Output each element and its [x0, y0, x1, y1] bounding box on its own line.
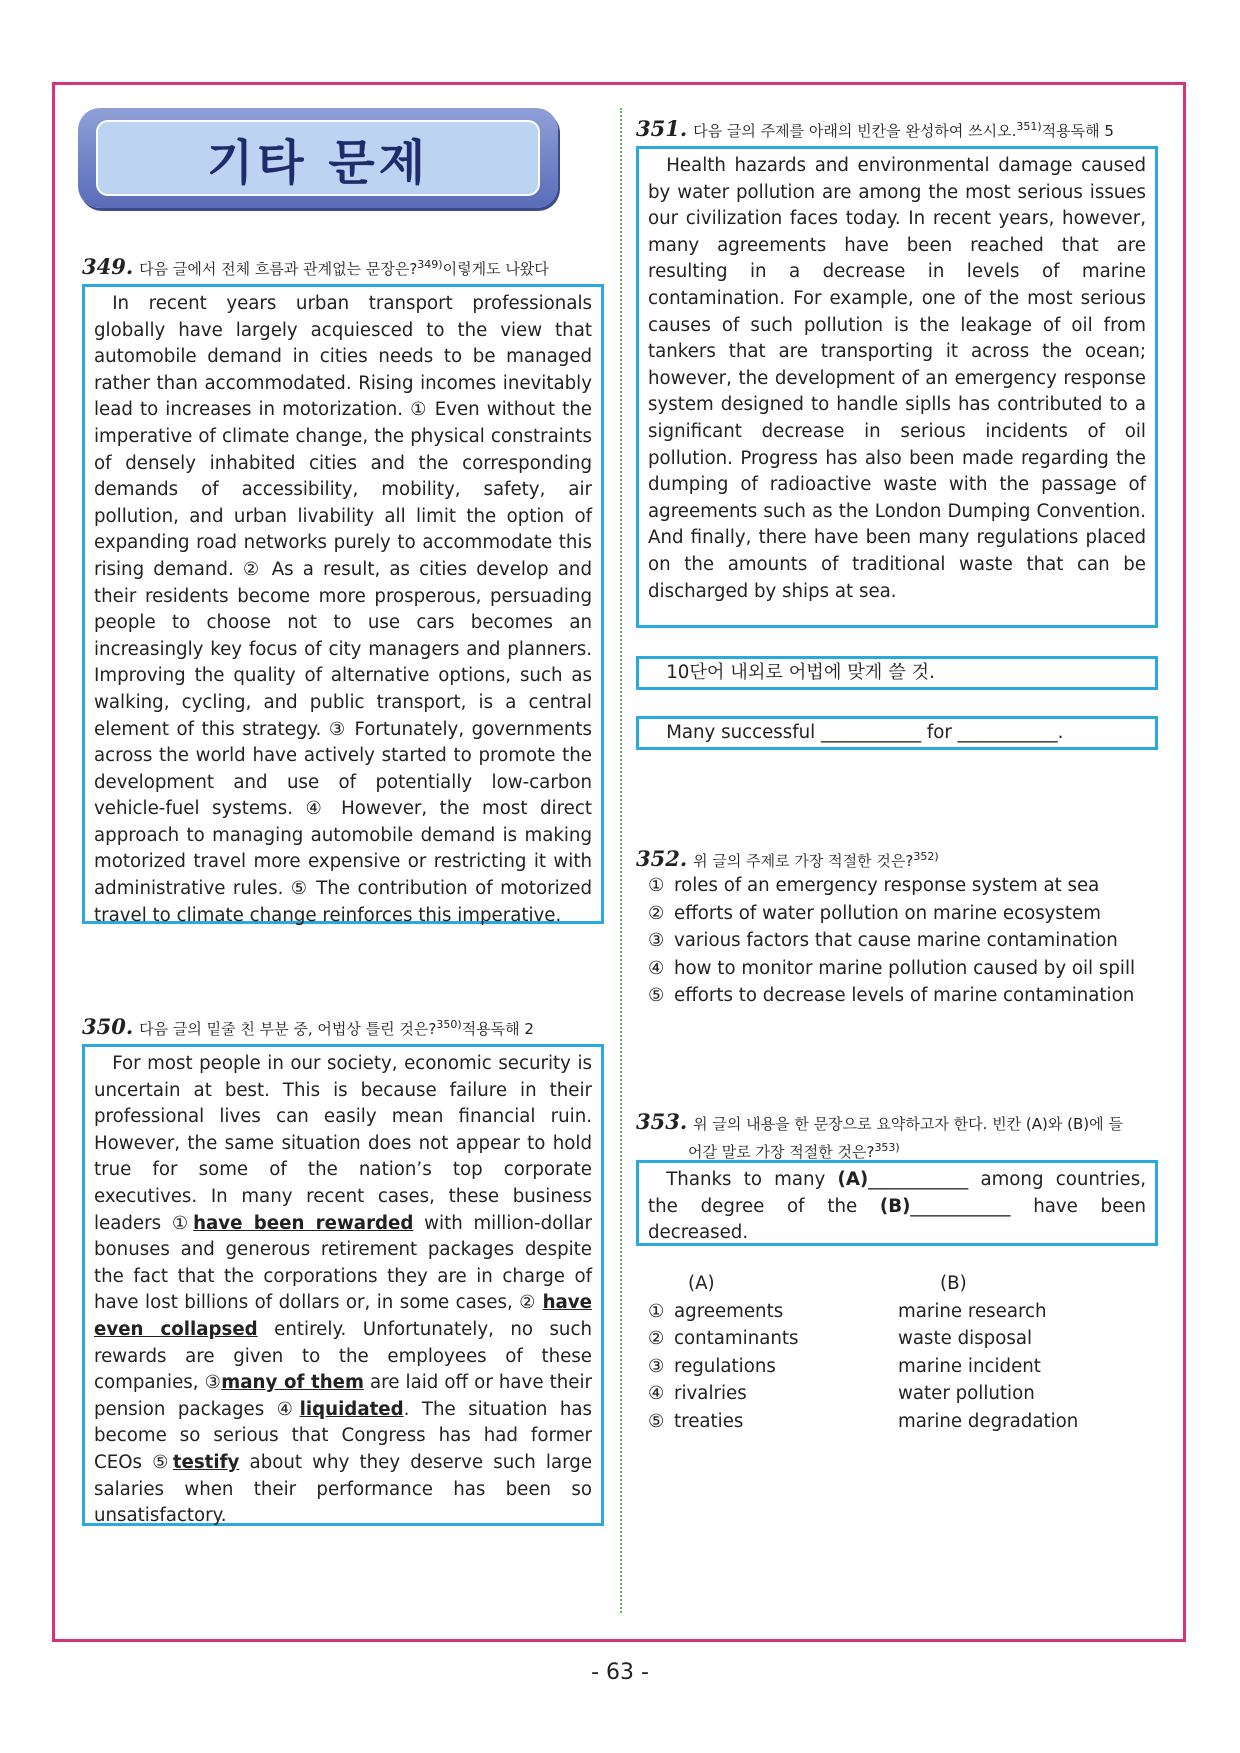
summary-text-2: among countries, the degree of the — [648, 1169, 1146, 1217]
option-b: marine incident — [898, 1355, 1041, 1377]
q351-passage: Health hazards and environmental damage caused by water pollution are among the most serious issues our civilization faces today. In recent years, however, many agreements have been reached that are resulting in a decrease in levels of marine contamination. For example, one of the most serious causes of such pollution is the leakage of oil from tankers that are transporting it across the ocean; however, the development of an emergency response system designed to handle siplls has contributed to a significant decrease in serious incidents of oil pollution. Progress has also been made regarding the dumping of radioactive waste with the passage of agreements such as the London Dumping Convention. And finally, there have been many regulations placed on the amounts of traditional waste that can be discharged by ships at sea. — [648, 155, 1146, 602]
q353-option-5[interactable] — [648, 1408, 1078, 1436]
option-a: regulations — [674, 1355, 776, 1377]
q353-option-1[interactable] — [648, 1298, 1078, 1326]
q353-ref: 353) — [874, 1141, 900, 1154]
q350-text-6: about why they deserve such large salaries when their performance has been so unsatisfactory. — [94, 1451, 593, 1527]
q352-option-3[interactable] — [648, 927, 1135, 955]
q350-underlined-5: testify — [172, 1451, 240, 1473]
q353-summary-box — [636, 1160, 1158, 1246]
q353-instruction-2: 어갈 말로 가장 적절한 것은? — [688, 1143, 875, 1161]
summary-text-1: Thanks to many — [666, 1169, 838, 1190]
q352-option-4[interactable] — [648, 955, 1135, 983]
column-divider — [620, 108, 622, 1613]
q350-underlined-3: many of them — [221, 1372, 364, 1394]
q350-heading — [82, 1014, 534, 1039]
q352-option-1[interactable] — [648, 872, 1135, 900]
q350-text-4: are laid off or have their pension packages — [94, 1372, 592, 1420]
q350-text-2: with million-dollar bonuses and generous retirement packages despite the fact that the corporations they are in charge of have lost billions of dollars or, in some cases, — [94, 1212, 593, 1314]
q352-instruction: 위 글의 주제로 가장 적절한 것은? — [693, 852, 914, 870]
q352-ref: 352) — [913, 850, 939, 863]
summary-blank-a-label: (A) — [837, 1169, 869, 1190]
option-mark: ④ — [648, 1383, 665, 1404]
q351-condition-box — [636, 656, 1158, 690]
q351-heading — [636, 116, 1114, 141]
summary-blank-a: ___________ — [868, 1169, 969, 1190]
q350-text-1: For most people in our society, economic security is uncertain at best. This is because failure in their professional lives can easily mean financial ruin. However, the same situation does not appear to hold true for some of the nation’s top corporate executives. In many recent cases, these business leaders — [94, 1053, 592, 1234]
option-mark: ① — [648, 1300, 665, 1322]
section-title-banner — [78, 108, 558, 208]
q349-number: 349. — [82, 254, 134, 279]
q353-option-2[interactable] — [648, 1325, 1078, 1353]
q349-text-4: Fortunately, governments across the world have actively started to promote the development and use of potentially low-carbon vehicle-fuel systems. — [94, 718, 592, 820]
q351-instruction: 다음 글의 주제를 아래의 빈칸을 완성하여 쓰시오. — [693, 122, 1017, 140]
q349-passage-box — [82, 284, 604, 924]
option-mark: ③ — [648, 1355, 665, 1377]
option-a: treaties — [674, 1410, 744, 1432]
q352-options — [648, 872, 1135, 1010]
q349-mark-5: ⑤ — [290, 878, 317, 900]
option-b: waste disposal — [898, 1328, 1033, 1349]
q350-mark-5: ⑤ — [152, 1451, 173, 1473]
option-a: agreements — [674, 1300, 784, 1322]
q353-table-header — [648, 1270, 1078, 1298]
q350-number: 350. — [82, 1014, 134, 1039]
option-a: rivalries — [674, 1383, 747, 1404]
q350-underlined-4: liquidated — [299, 1398, 404, 1420]
option-mark: ⑤ — [648, 985, 665, 1006]
q349-passage — [94, 291, 592, 929]
column-b-header: (B) — [940, 1273, 967, 1294]
q349-ref: 349) — [417, 258, 443, 271]
q351-note: 적용독해 5 — [1041, 122, 1114, 140]
q351-answer-box — [636, 716, 1158, 750]
q350-underlined-2: have even collapsed — [94, 1292, 592, 1340]
q351-ref: 351) — [1016, 120, 1042, 133]
option-mark: ④ — [648, 957, 665, 979]
option-b: marine degradation — [898, 1410, 1079, 1432]
q350-text-5: . The situation has become so serious that Congress has had former CEOs — [94, 1398, 592, 1473]
q351-passage-box — [636, 146, 1158, 628]
q350-passage — [94, 1051, 592, 1530]
q350-underlined-1: have been rewarded — [193, 1212, 414, 1234]
section-title: 기타 문제 — [206, 134, 430, 191]
option-text: efforts of water pollution on marine ecosystem — [674, 902, 1101, 924]
q350-text-3: entirely. Unfortunately, no such rewards are given to the employees of these companies, — [94, 1318, 592, 1394]
q349-text-6: The contribution of motorized travel to climate change reinforces this imperative. — [94, 878, 592, 926]
q349-mark-1: ① — [410, 399, 435, 421]
q350-passage-box — [82, 1044, 604, 1526]
summary-blank-b-label: (B) — [879, 1195, 911, 1217]
q351-number: 351. — [636, 116, 688, 141]
section-title-inner — [96, 120, 540, 196]
q353-number: 353. — [636, 1109, 688, 1134]
q350-mark-4: ④ — [276, 1398, 300, 1420]
option-mark: ⑤ — [648, 1410, 665, 1432]
q352-option-2[interactable] — [648, 900, 1135, 928]
q349-text-2: Even without the imperative of climate change, the physical constraints of densely inhabited cities and the corresponding demands of accessibility, mobility, safety, air pollution, and urban livability all limit the option of expanding road networks purely to accommodate this rising demand. — [94, 399, 592, 580]
q352-option-5[interactable] — [648, 982, 1135, 1010]
page-number: - 63 - — [591, 1660, 649, 1685]
option-text: various factors that cause marine contamination — [674, 930, 1118, 951]
q353-heading — [636, 1110, 1123, 1164]
q349-mark-2: ② — [242, 558, 272, 580]
q353-option-4[interactable] — [648, 1380, 1078, 1408]
option-text: efforts to decrease levels of marine contamination — [674, 985, 1135, 1006]
q350-mark-2: ② — [519, 1292, 537, 1314]
q353-choice-table — [648, 1270, 1078, 1435]
q349-text-5: However, the most direct approach to managing automobile demand is making motorized travel more expensive or restricting it with administrative rules. — [94, 798, 592, 900]
q350-instruction: 다음 글의 밑줄 친 부분 중, 어법상 틀린 것은? — [139, 1020, 437, 1038]
q353-summary — [648, 1167, 1146, 1247]
option-b: marine research — [898, 1300, 1047, 1322]
q351-condition: 10단어 내외로 어법에 맞게 쓸 것. — [666, 662, 935, 683]
q353-option-3[interactable] — [648, 1353, 1078, 1381]
q351-answer-frame: Many successful ___________ for ___________. — [666, 722, 1064, 743]
option-mark: ① — [648, 875, 665, 896]
q349-mark-3: ③ — [328, 718, 355, 740]
q350-mark-1: ① — [171, 1212, 194, 1234]
option-mark: ② — [648, 1328, 665, 1349]
option-a: contaminants — [674, 1328, 799, 1349]
option-mark: ② — [648, 902, 665, 924]
q349-mark-4: ④ — [305, 798, 342, 820]
q350-note: 적용독해 2 — [461, 1020, 534, 1038]
q349-note: 이렇게도 나왔다 — [442, 260, 549, 278]
q353-instruction-1: 위 글의 내용을 한 문장으로 요약하고자 한다. 빈칸 (A)와 (B)에 들 — [693, 1115, 1123, 1133]
option-text: how to monitor marine pollution caused by oil spill — [674, 957, 1136, 979]
column-a-header: (A) — [688, 1273, 715, 1294]
q350-mark-3: ③ — [204, 1372, 222, 1394]
q349-instruction: 다음 글에서 전체 흐름과 관계없는 문장은? — [139, 260, 418, 278]
q350-ref: 350) — [436, 1018, 462, 1031]
q349-text-1: In recent years urban transport professionals globally have largely acquiesced to the view that automobile demand in cities needs to be managed rather than accommodated. Rising incomes inevitably lead to increases in motorization. — [94, 293, 592, 421]
summary-text-3: have been decreased. — [648, 1195, 1147, 1244]
option-mark: ③ — [648, 930, 665, 951]
q349-heading — [82, 254, 549, 279]
q352-heading — [636, 846, 939, 871]
summary-blank-b: ___________ — [910, 1195, 1011, 1217]
option-text: roles of an emergency response system at sea — [674, 875, 1100, 896]
option-b: water pollution — [898, 1383, 1035, 1404]
q349-text-3: As a result, as cities develop and their residents become more prosperous, persuading people to choose not to use cars becomes an increasingly key focus of city managers and planners. Improving the quality of alternative options, such as walking, cycling, and public transport, is a central element of this strategy. — [94, 558, 592, 740]
q352-number: 352. — [636, 846, 688, 871]
